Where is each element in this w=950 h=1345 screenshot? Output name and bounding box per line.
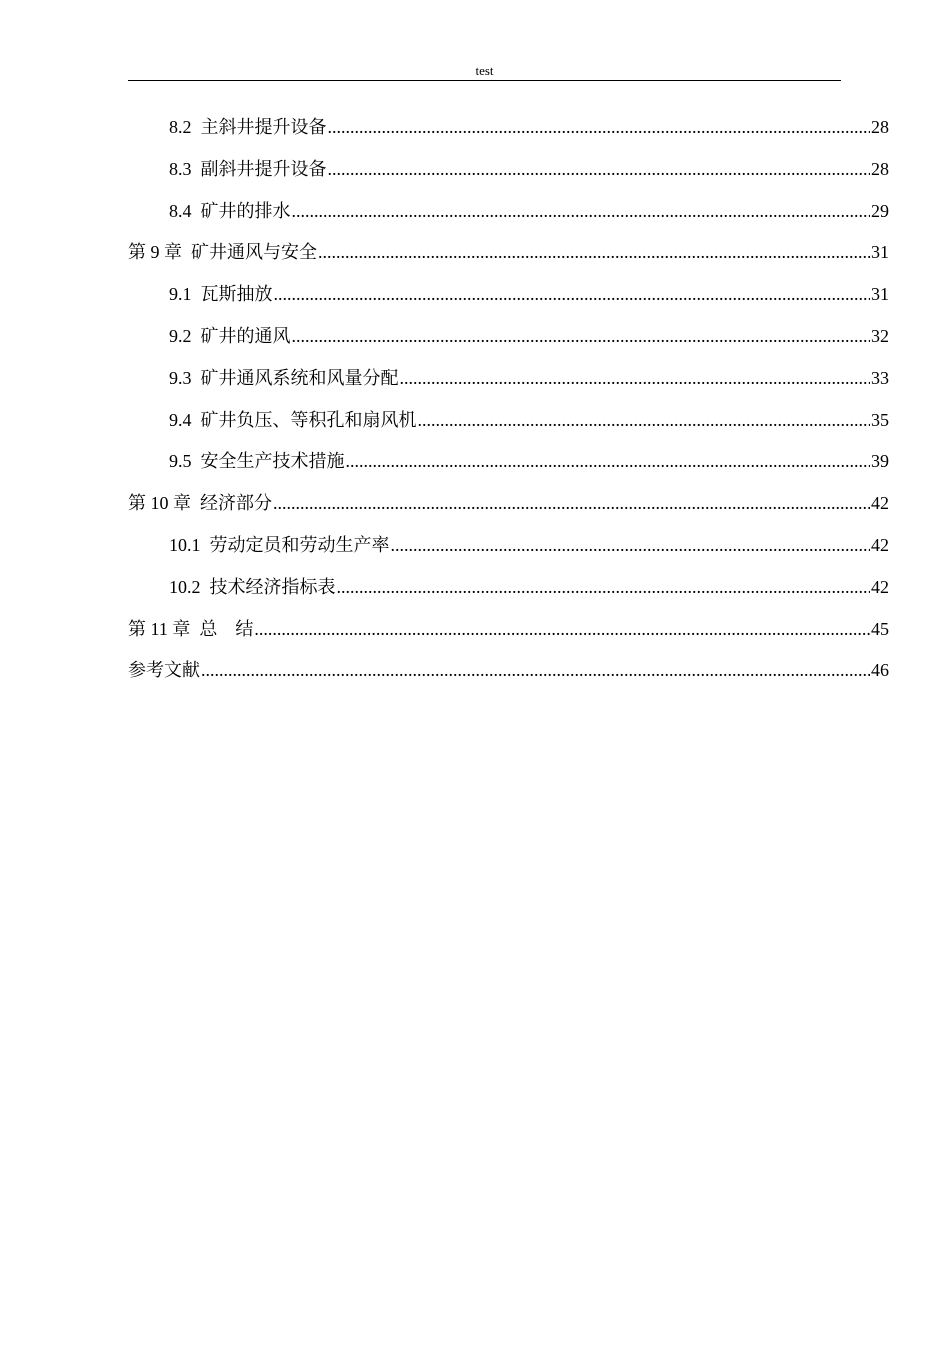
toc-entry-separator [201, 577, 210, 597]
toc-dot-leader [346, 441, 871, 483]
toc-entry-number: 8.4 [169, 200, 192, 221]
toc-entry-label [128, 609, 253, 651]
toc-dot-leader [273, 483, 870, 525]
toc-page-number: 35 [871, 409, 889, 430]
toc-dot-leader [254, 609, 870, 651]
toc-entry-separator [192, 326, 201, 346]
toc-entry-separator [182, 242, 191, 262]
toc-entry[interactable] [128, 191, 889, 233]
toc-entry-separator [192, 410, 201, 430]
toc-entry-title: 主斜井提升设备 [200, 117, 327, 137]
table-of-contents [128, 107, 889, 692]
toc-entry[interactable] [128, 400, 889, 442]
toc-entry-separator [190, 619, 199, 639]
toc-entry[interactable] [128, 107, 889, 149]
toc-entry[interactable] [128, 149, 889, 191]
toc-page-number: 31 [871, 284, 889, 305]
toc-entry-label [128, 650, 200, 692]
toc-entry-title: 总 结 [199, 618, 254, 639]
toc-entry-title: 技术经济指标表 [209, 576, 336, 597]
toc-entry-label [169, 400, 417, 442]
toc-entry-separator [192, 368, 201, 388]
toc-entry-title: 劳动定员和劳动生产率 [209, 534, 390, 555]
toc-entry-separator [192, 201, 201, 221]
toc-entry-title: 矿井通风与安全 [191, 242, 317, 263]
toc-entry-label [169, 107, 327, 149]
toc-entry[interactable] [128, 441, 889, 483]
toc-page-number: 46 [871, 660, 889, 681]
toc-entry-title: 安全生产技术措施 [200, 451, 345, 472]
page-header: test [128, 62, 841, 81]
toc-entry[interactable] [128, 358, 889, 400]
toc-entry-title: 矿井负压、等积孔和扇风机 [200, 409, 417, 430]
toc-entry[interactable] [128, 650, 889, 692]
toc-entry[interactable] [128, 274, 889, 316]
toc-entry[interactable] [128, 609, 889, 651]
toc-entry-label [169, 525, 390, 567]
toc-dot-leader [400, 358, 871, 400]
toc-dot-leader [328, 107, 871, 149]
toc-entry[interactable] [128, 483, 889, 525]
toc-entry-number: 9.5 [169, 451, 192, 472]
toc-page-number: 33 [871, 367, 889, 388]
toc-page-number: 31 [871, 242, 889, 263]
toc-entry-label [169, 149, 327, 191]
toc-entry-separator [192, 284, 201, 304]
toc-dot-leader [328, 149, 871, 191]
toc-entry-number: 第 10 章 [128, 493, 191, 514]
toc-entry-label [169, 316, 291, 358]
toc-entry-number: 9.1 [169, 284, 192, 305]
toc-page-number: 39 [871, 451, 889, 472]
toc-entry-title: 副斜井提升设备 [200, 158, 327, 179]
toc-entry[interactable] [128, 567, 889, 609]
toc-page-number: 28 [871, 158, 889, 179]
toc-entry-number: 10.2 [169, 576, 201, 597]
toc-page-number: 28 [871, 117, 889, 137]
toc-entry-title: 矿井通风系统和风量分配 [200, 367, 399, 388]
toc-entry[interactable] [128, 316, 889, 358]
toc-page-number: 32 [871, 325, 889, 346]
toc-page-number: 29 [871, 200, 889, 221]
toc-entry-separator [192, 159, 201, 179]
toc-entry-separator [192, 117, 201, 137]
toc-dot-leader [318, 232, 870, 274]
toc-page-number: 45 [871, 618, 889, 639]
toc-entry-number: 9.3 [169, 367, 192, 388]
toc-entry-label [169, 358, 399, 400]
toc-entry-title: 瓦斯抽放 [200, 284, 273, 305]
toc-entry-label [169, 191, 291, 233]
toc-dot-leader [391, 525, 871, 567]
toc-entry-title: 矿井的排水 [200, 200, 291, 221]
toc-page-number: 42 [871, 534, 889, 555]
toc-entry[interactable] [128, 525, 889, 567]
toc-page-number: 42 [871, 493, 889, 514]
toc-entry-separator [201, 535, 210, 555]
toc-entry-number: 9.4 [169, 409, 192, 430]
toc-dot-leader [292, 191, 871, 233]
toc-entry-number: 第 9 章 [128, 242, 182, 263]
toc-entry-label [169, 441, 345, 483]
toc-dot-leader [201, 650, 870, 692]
toc-entry-label [128, 483, 272, 525]
toc-entry-title: 参考文献 [128, 660, 200, 681]
toc-entry-title: 矿井的通风 [200, 325, 291, 346]
toc-entry-number: 8.3 [169, 158, 192, 179]
toc-entry-number: 10.1 [169, 534, 201, 555]
toc-dot-leader [337, 567, 871, 609]
toc-dot-leader [418, 400, 871, 442]
toc-entry-number: 9.2 [169, 325, 192, 346]
toc-entry-label [128, 232, 317, 274]
toc-dot-leader [274, 274, 871, 316]
toc-entry-label [169, 274, 273, 316]
toc-page-number: 42 [871, 576, 889, 597]
toc-entry-separator [191, 493, 200, 513]
toc-entry[interactable] [128, 232, 889, 274]
toc-dot-leader [292, 316, 871, 358]
toc-entry-title: 经济部分 [200, 493, 272, 514]
toc-entry-separator [192, 451, 201, 471]
toc-entry-number: 第 11 章 [128, 618, 191, 639]
toc-entry-label [169, 567, 336, 609]
toc-entry-number: 8.2 [169, 117, 192, 137]
